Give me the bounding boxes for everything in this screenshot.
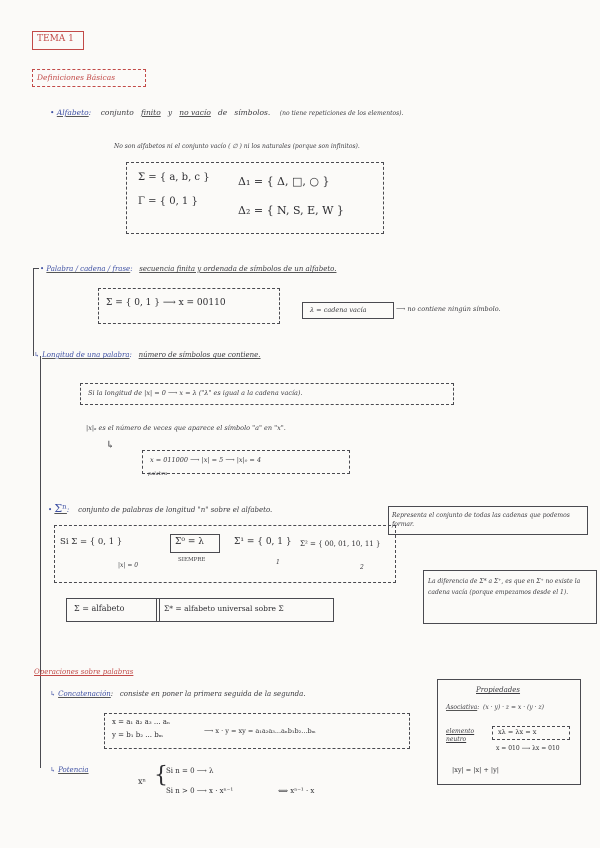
count-arrow: ↳ [106,440,115,451]
palabra-label: Palabra / cadena / frase [46,265,131,273]
sigma-n-note: Representa el conjunto de todas las cadenas que podemos formar. [392,512,570,528]
concat-line: ↳ Concatenación: consiste en poner la primera seguida de la segunda. [50,690,306,698]
sigma-n-label: Σⁿ [54,502,67,515]
potencia-brace: { [154,763,168,788]
propiedades-title: Propiedades [476,686,521,694]
count-definition: |x|ₐ es el número de veces que aparece el símbolo "a" en "x". [86,424,286,432]
alfabeto-label: Alfabeto [56,108,89,117]
sigma1-example: Σ¹ = { 0, 1 } [234,537,292,547]
neutro-rule: xλ = λx = x [498,728,537,736]
gamma-example: Γ = { 0, 1 } [138,196,198,207]
palabra-bracket-top [33,268,39,269]
siempre-label: SIEMPRE [178,557,206,563]
concat-y: y = b₁ b₂ ... bₘ [112,731,163,739]
potencia-case2: Si n > 0 ⟶ x · xⁿ⁻¹ [166,787,234,795]
len2-label: 2 [360,564,364,571]
sigma-star-def: Σ* = alfabeto universal sobre Σ [164,604,284,613]
lambda-box-text: λ = cadena vacía [310,306,367,314]
palabra-bracket-vertical [33,268,34,346]
longitud-label: Longitud de una palabra [42,351,130,359]
longitud-example: Si la longitud de |x| = 0 ⟶ x = λ ("λ" es igual a la cadena vacía). [88,389,303,397]
alfabeto-section: • Alfabeto: conjunto finito y no vacío de símbolos. (no tiene repeticiones de los elementos). [50,108,404,117]
length-property: |xy| = |x| + |y| [452,766,499,774]
section-title: Definiciones Básicas [37,73,116,82]
potencia-case1: Si n = 0 ⟶ λ [166,767,214,775]
operaciones-label: Operaciones sobre palabras [34,668,134,676]
longitud-bracket-vertical [40,356,41,768]
sigma-n-section: • Σⁿ: conjunto de palabras de longitud "n" sobre el alfabeto. [48,502,273,515]
neutro-example: x = 010 ⟶ λx = 010 [496,745,560,752]
not-alfabetos-note: No son alfabetos ni el conjunto vacío ( ∅ ) ni los naturales (porque son infinitos). [114,143,360,150]
sigma2-example: Σ² = { 00, 01, 10, 11 } [300,540,381,548]
sigma-example: Σ = { a, b, c } [138,172,210,183]
count-example-sub: palabra [148,471,168,477]
count-example: x = 011000 ⟶ |x| = 5 ⟶ |x|₀ = 4 [150,456,262,464]
asociativa-line: Asociativa: (x · y) · z = x · (y · z) [446,704,544,711]
diff-note: La diferencia de Σ* a Σ⁺, es que en Σ⁺ no existe la cadena vacía (porque empezamos desde el 1). [428,578,581,596]
asociativa-label: Asociativa [446,704,478,711]
delta2-example: Δ₂ = { N, S, E, W } [238,204,344,217]
palabra-section: • Palabra / cadena / frase: secuencia finita y ordenada de símbolos de un alfabeto. [40,265,337,273]
operaciones-section [34,668,133,676]
sigma-n-example-box [54,525,396,583]
delta1-example: Δ₁ = { Δ, □, ○ } [238,175,330,188]
potencia-label: Potencia [58,766,89,774]
palabra-example: Σ = { 0, 1 } ⟶ x = 00110 [106,298,226,308]
len1-label: 1 [276,559,280,566]
longitud-section: ↳ Longitud de una palabra: número de símbolos que contiene. [34,351,261,359]
potencia-xn: xⁿ [138,777,146,786]
concat-label: Concatenación [58,690,111,698]
tema-title: TEMA 1 [37,34,74,44]
potencia-equiv: ⟺ xⁿ⁻¹ · x [278,787,315,795]
potencia-line: ↳ Potencia [50,766,89,774]
neutro-label: elemento neutro [446,728,475,743]
len0-label: |x| = 0 [118,562,139,569]
lambda-note: ⟶ no contiene ningún símbolo. [396,305,501,313]
sigma0-example: Σ⁰ = λ [175,537,204,547]
concat-result: ⟶ x · y = xy = a₁a₂a₃...aₙb₁b₂...bₘ [204,727,316,735]
sigma-base-example: Si Σ = { 0, 1 } [60,537,123,547]
concat-x: x = a₁ a₂ a₃ ... aₙ [112,718,170,726]
sigma-def: Σ = alfabeto [74,604,125,613]
